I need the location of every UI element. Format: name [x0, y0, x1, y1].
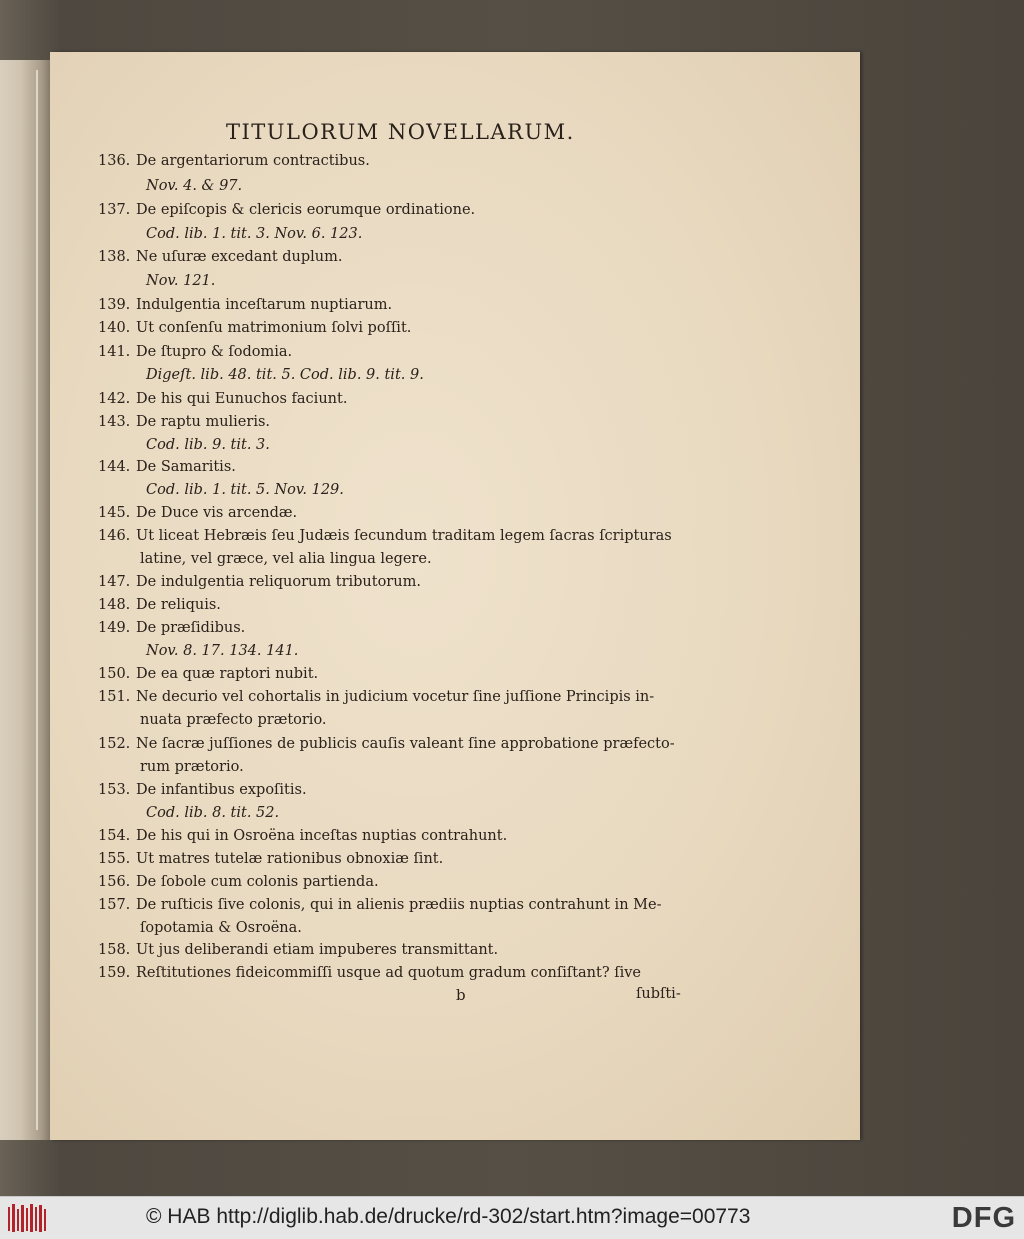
entry-154 — [98, 828, 507, 844]
entry-title: Ne uſuræ excedant duplum. — [136, 249, 343, 265]
hab-barcode-logo-icon — [4, 1201, 50, 1235]
entry-153-reference: Cod. lib. 8. tit. 52. — [146, 805, 280, 821]
entry-title: Indulgentia inceſtarum nuptiarum. — [136, 297, 393, 313]
entry-number: 140. — [98, 320, 131, 336]
entry-number: 156. — [98, 874, 131, 890]
entry-155 — [98, 851, 443, 867]
page-header: TITULORUM NOVELLARUM. — [226, 120, 575, 144]
entry-title: De raptu mulieris. — [136, 414, 271, 430]
entry-title: De Duce vis arcendæ. — [136, 505, 298, 521]
entry-147 — [98, 574, 421, 590]
signature-mark: b — [456, 986, 466, 1004]
entry-title: Ut matres tutelæ rationibus obnoxiæ ſint. — [136, 851, 444, 867]
entry-143-reference: Cod. lib. 9. tit. 3. — [146, 437, 270, 453]
entry-title: Ne decurio vel cohortalis in judicium vocetur ſine juſſione Principis in- — [136, 689, 655, 705]
entry-159 — [98, 965, 641, 981]
entry-title: De ſobole cum colonis partienda. — [136, 874, 379, 890]
entry-139 — [98, 297, 392, 313]
entry-152 — [98, 736, 675, 752]
entry-number: 157. — [98, 897, 131, 913]
entry-156 — [98, 874, 379, 890]
entry-number: 149. — [98, 620, 131, 636]
entry-136 — [98, 153, 370, 169]
entry-148 — [98, 597, 221, 613]
entry-141 — [98, 344, 292, 360]
catchword: ſubſti- — [636, 986, 681, 1002]
entry-title: De his qui in Osroëna inceſtas nuptias contrahunt. — [136, 828, 508, 844]
entry-number: 136. — [98, 153, 131, 169]
entry-title: De reliquis. — [136, 597, 221, 613]
entry-number: 143. — [98, 414, 131, 430]
entry-title: Ut conſenſu matrimonium ſolvi poſſit. — [136, 320, 412, 336]
entry-144 — [98, 459, 236, 475]
footer-bar — [0, 1196, 1024, 1239]
entry-151-continuation: nuata præfecto prætorio. — [140, 712, 327, 728]
entry-145 — [98, 505, 297, 521]
entry-title: Ut liceat Hebræis ſeu Judæis ſecundum traditam legem ſacras ſcripturas — [136, 528, 672, 544]
entry-title: Reſtitutiones fideicommiſſi usque ad quotum gradum conſiſtant? ſive — [136, 965, 641, 981]
entry-143 — [98, 414, 270, 430]
entry-number: 150. — [98, 666, 131, 682]
entry-title: De ruſticis ſive colonis, qui in alienis prædiis nuptias contrahunt in Me- — [136, 897, 662, 913]
entry-number: 137. — [98, 202, 131, 218]
entry-146-continuation: latine, vel græce, vel alia lingua legere. — [140, 551, 432, 567]
entry-title: De præſidibus. — [136, 620, 246, 636]
entry-146 — [98, 528, 672, 544]
entry-number: 139. — [98, 297, 131, 313]
entry-number: 147. — [98, 574, 131, 590]
entry-number: 158. — [98, 942, 131, 958]
page-edge-highlight — [36, 70, 38, 1130]
entry-150 — [98, 666, 318, 682]
previous-page-edge — [0, 60, 52, 1140]
entry-136-reference: Nov. 4. & 97. — [146, 178, 243, 194]
entry-152-continuation: rum prætorio. — [140, 759, 244, 775]
entry-title: De his qui Eunuchos faciunt. — [136, 391, 348, 407]
entry-number: 141. — [98, 344, 131, 360]
entry-140 — [98, 320, 411, 336]
entry-144-reference: Cod. lib. 1. tit. 5. Nov. 129. — [146, 482, 344, 498]
entry-number: 142. — [98, 391, 131, 407]
entry-137 — [98, 202, 475, 218]
entry-137-reference: Cod. lib. 1. tit. 3. Nov. 6. 123. — [146, 226, 363, 242]
entry-number: 153. — [98, 782, 131, 798]
entry-number: 155. — [98, 851, 131, 867]
entry-number: 152. — [98, 736, 131, 752]
entry-149 — [98, 620, 245, 636]
entry-title: De ea quæ raptori nubit. — [136, 666, 319, 682]
entry-number: 148. — [98, 597, 131, 613]
entry-142 — [98, 391, 347, 407]
dfg-logo: DFG — [951, 1202, 1016, 1234]
entry-number: 145. — [98, 505, 131, 521]
entry-number: 154. — [98, 828, 131, 844]
entry-number: 151. — [98, 689, 131, 705]
entry-title: De indulgentia reliquorum tributorum. — [136, 574, 421, 590]
entry-title: Ut jus deliberandi etiam impuberes transmittant. — [136, 942, 499, 958]
entry-153 — [98, 782, 307, 798]
entry-141-reference: Digeſt. lib. 48. tit. 5. Cod. lib. 9. tit. 9. — [146, 367, 424, 383]
footer-copyright-url: © HAB http://diglib.hab.de/drucke/rd-302/start.htm?image=00773 — [146, 1205, 751, 1228]
entry-title: De ſtupro & ſodomia. — [136, 344, 293, 360]
entry-title: De argentariorum contractibus. — [136, 153, 370, 169]
entry-157-continuation: ſopotamia & Osroëna. — [140, 920, 302, 936]
entry-158 — [98, 942, 498, 958]
entry-title: De epiſcopis & clericis eorumque ordinatione. — [136, 202, 476, 218]
entry-number: 146. — [98, 528, 131, 544]
entry-138-reference: Nov. 121. — [146, 273, 216, 289]
entry-157 — [98, 897, 661, 913]
entry-title: Ne ſacræ juſſiones de publicis cauſis valeant ſine approbatione præfecto- — [136, 736, 675, 752]
entry-151 — [98, 689, 654, 705]
entry-number: 159. — [98, 965, 131, 981]
entry-title: De Samaritis. — [136, 459, 236, 475]
entry-number: 138. — [98, 249, 131, 265]
entry-149-reference: Nov. 8. 17. 134. 141. — [146, 643, 299, 659]
entry-title: De infantibus expoſitis. — [136, 782, 307, 798]
entry-138 — [98, 249, 343, 265]
entry-number: 144. — [98, 459, 131, 475]
